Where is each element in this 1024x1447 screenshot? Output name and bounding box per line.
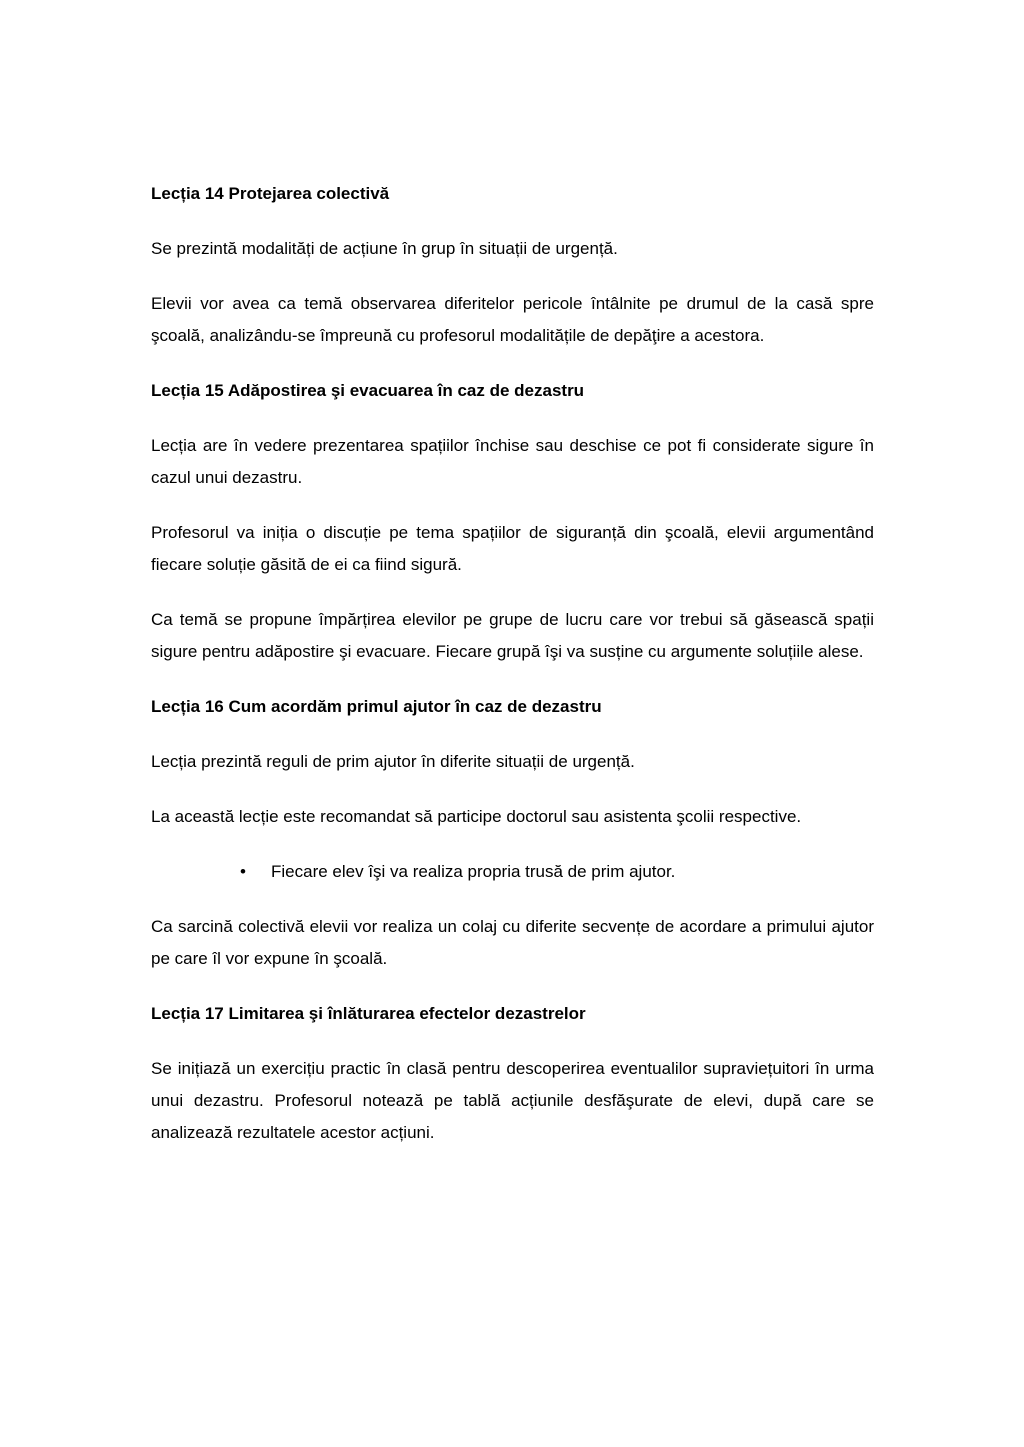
lesson-16-paragraph-3: Ca sarcină colectivă elevii vor realiza un colaj cu diferite secvențe de acordare a primului ajutor pe care îl vor expune în şcoală.	[151, 917, 874, 968]
document-page	[151, 178, 874, 1172]
lesson-16-heading: Lecția 16 Cum acordăm primul ajutor în caz de dezastru	[151, 697, 602, 716]
lesson-14-heading: Lecția 14 Protejarea colectivă	[151, 184, 390, 203]
lesson-15-paragraph-1: Lecția are în vedere prezentarea spațiilor închise sau deschise ce pot fi considerate sigure în cazul unui dezastru.	[151, 436, 874, 487]
lesson-17-paragraph-1: Se inițiază un exercițiu practic în clasă pentru descoperirea eventualilor supraviețuitori în urma unui dezastru. Profesorul notează pe tablă acțiunile desfăşurate de elevi, după care se analizează rezultatele acestor acțiuni.	[151, 1059, 874, 1142]
bullet-text: Fiecare elev îşi va realiza propria trusă de prim ajutor.	[271, 862, 676, 881]
lesson-15-heading: Lecția 15 Adăpostirea şi evacuarea în caz de dezastru	[151, 381, 585, 400]
bullet-icon: •	[240, 862, 246, 881]
lesson-14-paragraph-2: Elevii vor avea ca temă observarea diferitelor pericole întâlnite pe drumul de la casă spre şcoală, analizându-se împreună cu profesorul modalitățile de depăţire a acestora.	[151, 294, 874, 345]
lesson-16-bullet-list	[151, 856, 874, 888]
lesson-17-heading: Lecția 17 Limitarea şi înlăturarea efectelor dezastrelor	[151, 1004, 586, 1023]
lesson-16-paragraph-1: Lecția prezintă reguli de prim ajutor în diferite situații de urgență.	[151, 752, 635, 771]
lesson-14-paragraph-1: Se prezintă modalități de acțiune în grup în situații de urgență.	[151, 239, 618, 258]
lesson-16-paragraph-2: La această lecție este recomandat să participe doctorul sau asistenta şcolii respective.	[151, 807, 802, 826]
lesson-15-paragraph-3: Ca temă se propune împărțirea elevilor pe grupe de lucru care vor trebui să găsească spații sigure pentru adăpostire şi evacuare. Fiecare grupă îşi va susține cu argumente soluțiile alese.	[151, 610, 874, 661]
lesson-15-paragraph-2: Profesorul va iniția o discuție pe tema spațiilor de siguranță din şcoală, elevii argumentând fiecare soluție găsită de ei ca fiind sigură.	[151, 523, 874, 574]
list-item	[151, 856, 874, 888]
